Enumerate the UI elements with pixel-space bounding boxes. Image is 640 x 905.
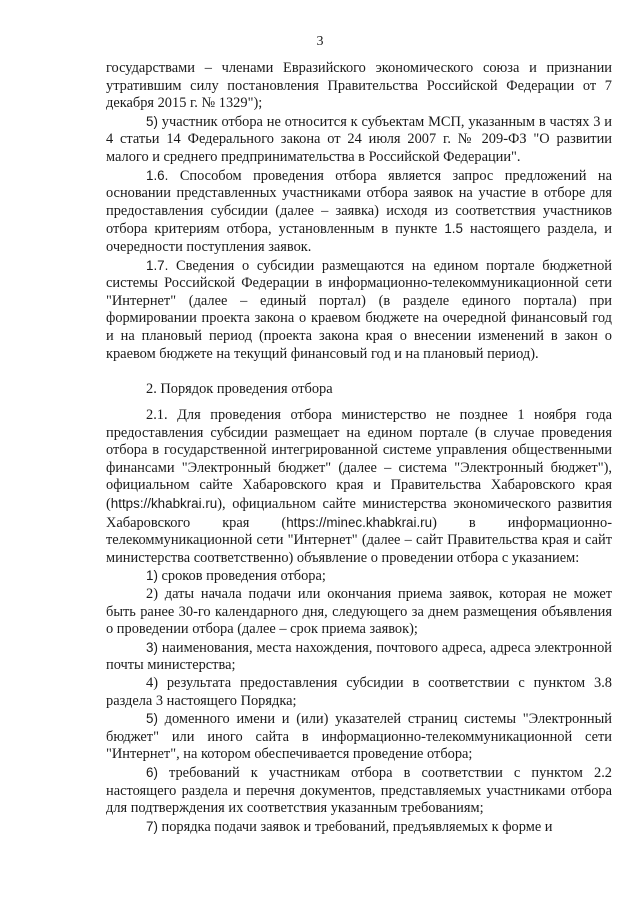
text-segment: сроков проведения отбора; bbox=[157, 568, 326, 585]
text-segment: наименования, места нахождения, почтового адреса, адреса электронной почты министерства; bbox=[106, 639, 612, 674]
paragraph bbox=[106, 407, 612, 567]
paragraph bbox=[106, 167, 612, 257]
sans-text-segment: 1.5 bbox=[444, 221, 463, 237]
sans-text-segment: 1.6. bbox=[146, 167, 169, 183]
text-segment: 2. Порядок проведения отбора bbox=[146, 380, 333, 397]
text-segment: участник отбора не относится к субъектам МСП, указанным в частях 3 и 4 статьи 14 Федерального закона от 24 июля 2007 г. № 209-ФЗ "О развитии малого и среднего предпринимательства в Российской Федерации". bbox=[106, 113, 612, 165]
section-heading bbox=[106, 381, 612, 399]
sans-text-segment: 1.7. bbox=[146, 257, 169, 273]
page-number: 3 bbox=[316, 34, 324, 49]
text-segment: государствами – членами Евразийского экономического союза и признании утратившим силу постановления Правительства Российской Федерации от 7 декабря 2015 г. № 1329"); bbox=[106, 60, 612, 112]
paragraph bbox=[106, 567, 612, 586]
sans-text-segment: 5) bbox=[146, 113, 158, 129]
sans-text-segment: 6) bbox=[146, 764, 158, 780]
text-segment: 4) результата предоставления субсидии в соответствии с пунктом 3.8 раздела 3 настоящего Порядка; bbox=[106, 674, 612, 709]
paragraph bbox=[106, 60, 612, 113]
text-segment: ) в информационно-телекоммуникационной сети "Интернет" (далее – сайт Правительства края и сайт министерства соответственно) объявление о проведении отбора с указанием: bbox=[106, 514, 612, 566]
text-segment: доменного имени и (или) указателей страниц системы "Электронный бюджет" или иного сайта в информационно-телекоммуникационной сети "Интернет", на котором обеспечивается проведение отбора; bbox=[106, 711, 612, 763]
paragraph bbox=[106, 675, 612, 710]
text-segment: настоящего раздела, и очередности поступления заявок. bbox=[106, 221, 613, 255]
text-segment: Сведения о субсидии размещаются на едином портале бюджетной системы Российской Федерации в информационно-телекоммуникационной сети "Интернет" (далее – единый портал) (в разделе единого портала) при формировании проекта закона о краевом бюджете на очередной финансовый год и на плановый период (проекта закона края о внесении изменений в закон о краевом бюджете на текущий финансовый год и на плановый период). bbox=[106, 257, 612, 362]
sans-text-segment: 1) bbox=[146, 568, 158, 584]
text-segment: 2) даты начала подачи или окончания приема заявок, которая не может быть ранее 30-го календарного дня, следующего за днем размещения объявления о проведении отбора (далее – срок приема заявок); bbox=[106, 586, 612, 638]
paragraph bbox=[106, 257, 612, 364]
paragraph bbox=[106, 113, 612, 167]
text-segment: требований к участникам отбора в соответствии с пунктом 2.2 настоящего раздела и перечня документов, представляемых участниками отбора для подтверждения их соответствия указанным требованиям; bbox=[106, 764, 612, 817]
text-segment: порядка подачи заявок и требований, предъявляемых к форме и bbox=[157, 818, 553, 835]
paragraph bbox=[106, 639, 612, 675]
sans-text-segment: https://khabkrai.ru bbox=[110, 496, 218, 512]
text-segment: Способом проведения отбора является запрос предложений на основании представленных участниками отбора заявок на участие в отборе для предоставления субсидии (далее – заявка) исходя из соответствия участников отбора критериям отбора, установленным в пункте bbox=[106, 167, 612, 238]
sans-text-segment: 7) bbox=[146, 818, 158, 834]
text-segment: 2.1. Для проведения отбора министерство не позднее 1 ноября года предоставления субсидии размещает на едином портале (в случае проведения отбора в государственной интегрированной системе управления общественными финансами "Электронный бюджет" (далее – система "Электронный бюджет"), официальном сайте Хабаровского края и Правительства Хабаровского края ( bbox=[106, 407, 612, 513]
document-body bbox=[106, 60, 612, 836]
sans-text-segment: 3) bbox=[146, 639, 158, 655]
paragraph bbox=[106, 710, 612, 764]
sans-text-segment: https://minec.khabkrai.ru bbox=[286, 514, 433, 530]
sans-text-segment: 5) bbox=[146, 711, 158, 727]
paragraph bbox=[106, 818, 612, 837]
paragraph bbox=[106, 586, 612, 639]
text-segment: ), официальном сайте министерства экономического развития Хабаровского края ( bbox=[106, 496, 612, 531]
paragraph bbox=[106, 764, 612, 818]
